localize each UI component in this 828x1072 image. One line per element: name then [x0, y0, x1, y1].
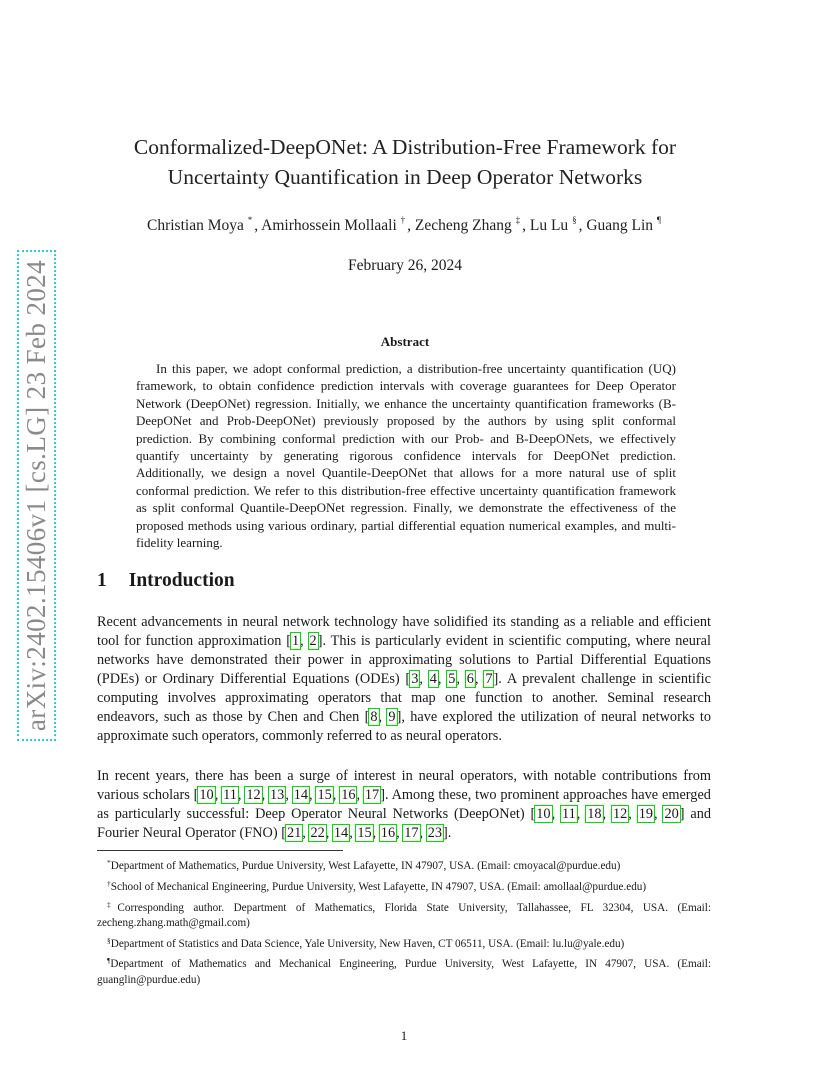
- paragraph-text: ,: [302, 825, 310, 841]
- author-name: Amirhossein Mollaali: [261, 217, 401, 234]
- footnote: [97, 933, 711, 952]
- title-line-1: Conformalized-DeepONet: A Distribution-Free Framework for: [133, 135, 677, 159]
- citation-link[interactable]: 16: [341, 787, 356, 803]
- footnote-mark: *: [107, 858, 111, 867]
- citation-link[interactable]: 10: [199, 787, 214, 803]
- paragraph-text: ,: [437, 671, 448, 687]
- footnote-text: School of Mechanical Engineering, Purdue University, West Lafayette, IN 47907, USA. (Email: amollaal@purdue.edu): [110, 880, 647, 893]
- citation-link[interactable]: 21: [286, 825, 302, 841]
- publication-date: February 26, 2024: [347, 257, 463, 274]
- footnote-mark: ¶: [107, 956, 111, 966]
- author-list: [60, 215, 750, 235]
- paragraph-text: ,: [419, 825, 427, 841]
- citation-link[interactable]: 15: [357, 825, 372, 841]
- author-sep: ,: [254, 217, 262, 234]
- abstract-text: In this paper, we adopt conformal prediction, a distribution-free uncertainty quantification (UQ) framework, to obtain confidence prediction intervals with coverage guarantees for Deep Operator Network (DeepONet) regression. Initially, we enhance the uncertainty quantification frameworks (B-DeepONet and Prob-DeepONet) previously proposed by the authors by using split conformal prediction. By combining conformal prediction with our Prob- and B-DeepONets, we effectively quantify uncertainty by generating rigorous confidence intervals for DeepONet prediction. Additionally, we design a novel Quantile-DeepONet that allows for a more natural use of split conformal prediction. We refer to this distribution-free effective uncertainty quantification framework as split conformal Quantile-DeepONet regression. Finally, we demonstrate the effectiveness of the proposed methods using various ordinary, partial differential equation numerical examples, and multi-fidelity learning.: [136, 361, 676, 551]
- title-line-2: Uncertainty Quantification in Deep Operator Networks: [167, 165, 643, 189]
- footnote-text: Corresponding author. Department of Mathematics, Florida State University, Tallahassee, FL 32304, USA. (Email: zecheng.zhang.math@gmail.com): [97, 901, 712, 929]
- author-sep: ,: [578, 217, 587, 234]
- author-name: Zecheng Zhang: [414, 217, 516, 234]
- citation-link[interactable]: 13: [270, 787, 285, 803]
- paragraph-text: In recent years, there has been a surge of interest in neural operators, with notable contributions from various scholars [: [97, 768, 711, 803]
- abstract-heading: Abstract: [380, 334, 430, 349]
- paragraph-text: ,: [261, 787, 270, 803]
- footnote-mark: †: [107, 878, 111, 888]
- footnote-rule: [97, 850, 343, 851]
- paragraph-text: ]. This is particularly evident in scientific computing, where neural networks have demonstrated their power in approximating solutions to Partial Differential Equations (PDEs) or Ordinary Differential Equations (ODEs) [: [97, 633, 711, 687]
- citation-link[interactable]: 11: [562, 806, 576, 822]
- section-number: 1: [97, 570, 107, 591]
- paragraph-text: ].: [443, 825, 452, 841]
- footnote-text: Department of Mathematics and Mechanical Engineering, Purdue University, West Lafayette, IN 47907, USA. (Email: guanglin@purdue.edu): [97, 958, 711, 986]
- paragraph-text: ,: [419, 671, 429, 687]
- footnotes: [97, 855, 711, 990]
- citation-link[interactable]: 12: [612, 806, 628, 822]
- citation-link[interactable]: 2: [309, 633, 317, 649]
- paragraph-text: ,: [396, 825, 404, 841]
- footnote-text: Department of Statistics and Data Science, Yale University, New Haven, CT 06511, USA. (Email: lu.lu@yale.edu): [110, 937, 625, 950]
- footnote-text: Department of Mathematics, Purdue University, West Lafayette, IN 47907, USA. (Email: cmoyacal@purdue.edu): [110, 860, 621, 872]
- paragraph-text: ,: [576, 806, 587, 822]
- citation-link[interactable]: 14: [333, 825, 349, 841]
- author-mark[interactable]: ¶: [656, 215, 661, 225]
- citation-link[interactable]: 6: [466, 671, 474, 687]
- paragraph-text: ,: [356, 787, 364, 803]
- paragraph-text: ,: [628, 806, 638, 822]
- citation-link[interactable]: 15: [317, 787, 332, 803]
- citation-link[interactable]: 11: [223, 787, 237, 803]
- citation-link[interactable]: 3: [411, 671, 419, 687]
- paragraph-text: ,: [309, 787, 317, 803]
- paragraph-text: ,: [285, 787, 293, 803]
- footnote: [97, 953, 711, 988]
- footnote: [97, 876, 711, 895]
- citation-link[interactable]: 17: [404, 825, 419, 841]
- intro-paragraph-2: [97, 767, 711, 843]
- citation-link[interactable]: 4: [429, 671, 437, 687]
- citation-link[interactable]: 16: [380, 825, 396, 841]
- intro-paragraph-1: [97, 613, 711, 746]
- paragraph-text: ,: [214, 787, 223, 803]
- footnote: [97, 855, 711, 874]
- author-mark[interactable]: ‡: [515, 215, 521, 225]
- citation-link[interactable]: 18: [587, 806, 602, 822]
- author-sep: ,: [522, 217, 530, 234]
- paragraph-text: ,: [300, 633, 309, 649]
- footnote: [97, 897, 711, 932]
- arxiv-stamp[interactable]: [14, 258, 60, 732]
- paragraph-text: ,: [654, 806, 664, 822]
- footnote-mark: ‡: [107, 899, 118, 909]
- paragraph-text: ,: [332, 787, 341, 803]
- paragraph-text: ,: [325, 825, 333, 841]
- citation-link[interactable]: 7: [485, 671, 493, 687]
- author-mark[interactable]: †: [400, 215, 406, 225]
- footnote-mark: §: [107, 935, 111, 945]
- paragraph-text: ] and Fourier Neural Operator (FNO) [: [97, 806, 711, 841]
- citation-link[interactable]: 14: [293, 787, 309, 803]
- paragraph-text: ,: [551, 806, 562, 822]
- paragraph-text: ,: [349, 825, 357, 841]
- citation-link[interactable]: 20: [664, 806, 679, 822]
- paragraph-text: ,: [602, 806, 612, 822]
- author-name: Guang Lin: [586, 217, 657, 234]
- paragraph-text: ]. Among these, two prominent approaches have emerged as particularly successful: Deep Operator Neural Networks (DeepONet) [: [97, 787, 711, 822]
- arxiv-id[interactable]: arXiv:2402.15406v1 [cs.LG] 23 Feb 2024: [22, 253, 53, 736]
- citation-link[interactable]: 19: [638, 806, 653, 822]
- paragraph-text: ,: [237, 787, 246, 803]
- author-sep: ,: [407, 217, 415, 234]
- author-name: Christian Moya: [147, 217, 248, 234]
- section-title: Introduction: [128, 570, 235, 591]
- page-number: 1: [400, 1028, 408, 1043]
- citation-link[interactable]: 9: [388, 709, 396, 725]
- paper-title: [60, 132, 750, 192]
- author-mark[interactable]: §: [572, 215, 577, 225]
- author-name: Lu Lu: [529, 217, 573, 234]
- paragraph-text: ,: [378, 709, 388, 725]
- citation-link[interactable]: 23: [427, 825, 442, 841]
- citation-link[interactable]: 1: [291, 633, 300, 649]
- paragraph-text: ,: [474, 671, 485, 687]
- paragraph-text: ,: [456, 671, 466, 687]
- paragraph-text: Recent advancements in neural network technology have solidified its standing as a reliable and efficient tool for function approximation [: [97, 614, 711, 649]
- paragraph-text: ]. A prevalent challenge in scientific computing involves approximating operators that map one function to another. Seminal research endeavors, such as those by Chen and Chen [: [97, 671, 711, 725]
- paragraph-text: ], have explored the utilization of neural networks to approximate such operators, commonly referred to as neural operators.: [97, 709, 711, 744]
- citation-link[interactable]: 17: [364, 787, 380, 803]
- citation-link[interactable]: 5: [448, 671, 456, 687]
- paragraph-text: ,: [372, 825, 380, 841]
- citation-link[interactable]: 8: [370, 709, 378, 725]
- author-mark[interactable]: *: [247, 215, 253, 225]
- citation-link[interactable]: 12: [246, 787, 261, 803]
- citation-link[interactable]: 10: [536, 806, 551, 822]
- citation-link[interactable]: 22: [310, 825, 325, 841]
- section-heading: [97, 570, 235, 592]
